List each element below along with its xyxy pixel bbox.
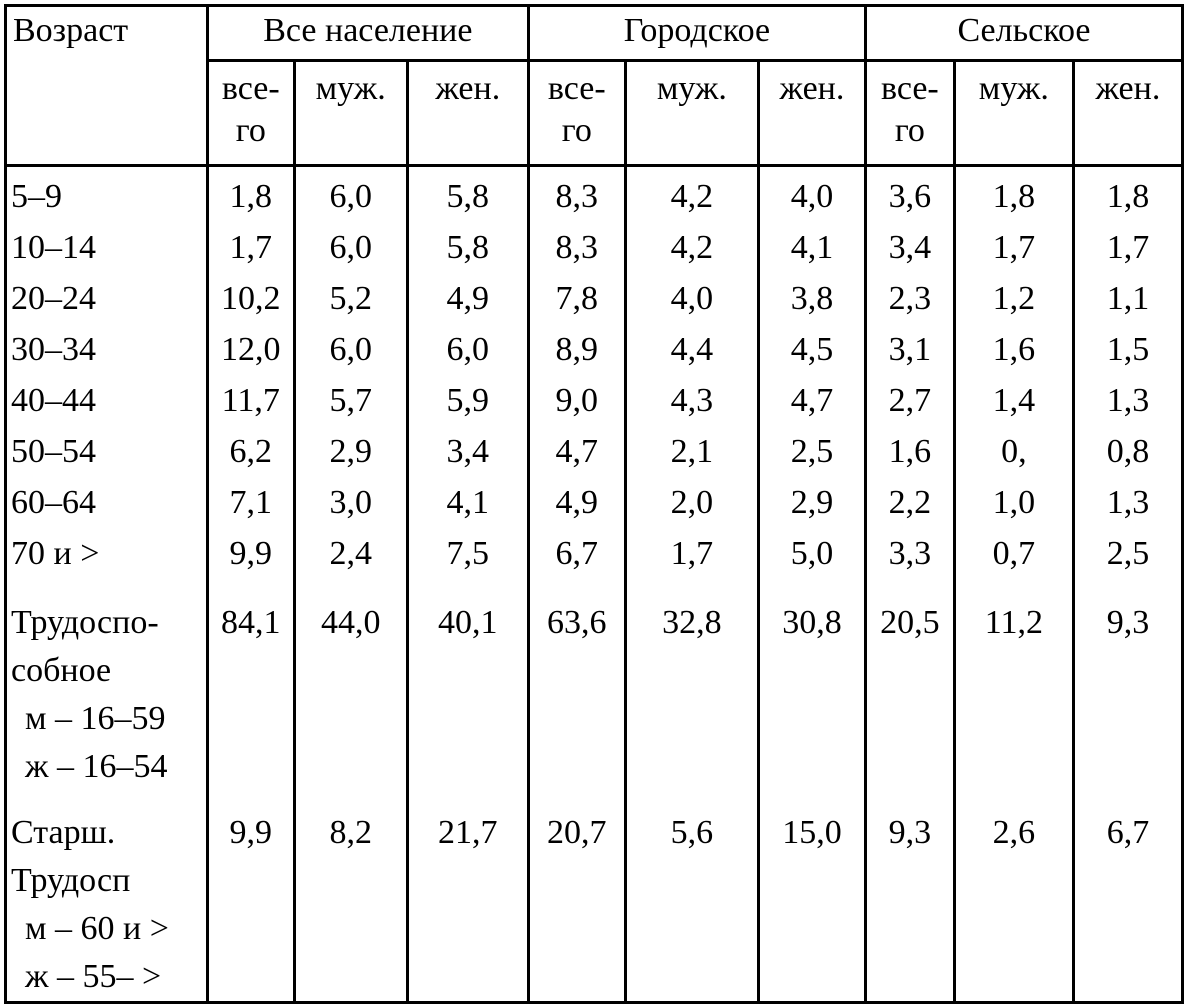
- table-row: [6, 791, 1183, 1003]
- value-cell: 3,6: [865, 166, 954, 225]
- age-column-header: Возраст: [6, 6, 208, 166]
- age-label: Старш.: [11, 814, 116, 851]
- age-label: 10–14: [11, 229, 96, 266]
- age-cell: [6, 791, 208, 1003]
- value-cell: 2,0: [625, 479, 758, 530]
- subheader-text: го: [235, 112, 266, 149]
- value-cell: 6,0: [294, 326, 407, 377]
- subheader-all-female: [407, 61, 528, 166]
- age-label: Трудосп: [11, 862, 131, 899]
- value-cell: 1,0: [954, 479, 1073, 530]
- subheader-text: все-: [221, 70, 280, 107]
- value-cell: 1,3: [1073, 479, 1182, 530]
- table-row: [6, 224, 1183, 275]
- table-row: [6, 479, 1183, 530]
- value-cell: 2,2: [865, 479, 954, 530]
- value-cell: 12,0: [207, 326, 294, 377]
- value-cell: 4,9: [528, 479, 625, 530]
- value-cell: 2,1: [625, 428, 758, 479]
- value-cell: 4,0: [758, 166, 865, 225]
- value-cell: 3,4: [865, 224, 954, 275]
- value-cell: 9,0: [528, 377, 625, 428]
- table-row: [6, 166, 1183, 225]
- value-cell: 32,8: [625, 581, 758, 791]
- age-label: 60–64: [11, 484, 96, 521]
- value-cell: 21,7: [407, 791, 528, 1003]
- value-cell: 6,0: [294, 166, 407, 225]
- value-cell: 4,7: [758, 377, 865, 428]
- value-cell: 1,3: [1073, 377, 1182, 428]
- value-cell: 4,4: [625, 326, 758, 377]
- value-cell: 1,6: [954, 326, 1073, 377]
- value-cell: 40,1: [407, 581, 528, 791]
- table-row: [6, 530, 1183, 581]
- value-cell: 0,8: [1073, 428, 1182, 479]
- value-cell: 1,4: [954, 377, 1073, 428]
- age-label: ж – 16–54: [25, 748, 168, 785]
- age-cell: [6, 377, 208, 428]
- subheader-text: жен.: [1095, 70, 1161, 107]
- subheader-text: все-: [880, 70, 939, 107]
- value-cell: 2,6: [954, 791, 1073, 1003]
- group-header-all-population: Все население: [207, 6, 528, 61]
- value-cell: 5,6: [625, 791, 758, 1003]
- value-cell: 7,5: [407, 530, 528, 581]
- value-cell: 4,9: [407, 275, 528, 326]
- subheader-all-male: [294, 61, 407, 166]
- value-cell: 0,7: [954, 530, 1073, 581]
- subheader-all-total: [207, 61, 294, 166]
- value-cell: 3,8: [758, 275, 865, 326]
- age-cell: [6, 479, 208, 530]
- population-age-table: [4, 4, 1184, 1004]
- age-label: ж – 55– >: [25, 958, 162, 995]
- group-header-urban: Городское: [528, 6, 865, 61]
- value-cell: 4,5: [758, 326, 865, 377]
- table-row: [6, 326, 1183, 377]
- value-cell: 2,5: [1073, 530, 1182, 581]
- value-cell: 3,1: [865, 326, 954, 377]
- value-cell: 4,2: [625, 166, 758, 225]
- value-cell: 4,7: [528, 428, 625, 479]
- value-cell: 1,1: [1073, 275, 1182, 326]
- age-label: 20–24: [11, 280, 96, 317]
- value-cell: 20,5: [865, 581, 954, 791]
- subheader-urban-male: [625, 61, 758, 166]
- age-cell: [6, 326, 208, 377]
- subheader-urban-female: [758, 61, 865, 166]
- value-cell: 0,: [954, 428, 1073, 479]
- scanned-table-page: [4, 4, 1184, 995]
- value-cell: 1,5: [1073, 326, 1182, 377]
- age-cell: [6, 275, 208, 326]
- subheader-text: жен.: [435, 70, 501, 107]
- age-label: м – 16–59: [25, 700, 166, 737]
- value-cell: 4,1: [758, 224, 865, 275]
- value-cell: 7,1: [207, 479, 294, 530]
- value-cell: 6,0: [407, 326, 528, 377]
- age-cell: [6, 428, 208, 479]
- group-header-rural: Сельское: [865, 6, 1182, 61]
- subheader-rural-total: [865, 61, 954, 166]
- value-cell: 15,0: [758, 791, 865, 1003]
- value-cell: 1,8: [954, 166, 1073, 225]
- value-cell: 84,1: [207, 581, 294, 791]
- value-cell: 1,6: [865, 428, 954, 479]
- value-cell: 11,7: [207, 377, 294, 428]
- value-cell: 7,8: [528, 275, 625, 326]
- value-cell: 3,0: [294, 479, 407, 530]
- age-label: 5–9: [11, 178, 62, 215]
- value-cell: 5,2: [294, 275, 407, 326]
- value-cell: 2,9: [294, 428, 407, 479]
- value-cell: 1,7: [625, 530, 758, 581]
- age-cell: [6, 530, 208, 581]
- table-row: [6, 275, 1183, 326]
- value-cell: 8,9: [528, 326, 625, 377]
- subheader-rural-female: [1073, 61, 1182, 166]
- value-cell: 5,7: [294, 377, 407, 428]
- value-cell: 2,3: [865, 275, 954, 326]
- subheader-urban-total: [528, 61, 625, 166]
- value-cell: 10,2: [207, 275, 294, 326]
- value-cell: 5,9: [407, 377, 528, 428]
- subheader-text: го: [894, 112, 925, 149]
- age-label: 40–44: [11, 382, 96, 419]
- value-cell: 2,7: [865, 377, 954, 428]
- value-cell: 2,5: [758, 428, 865, 479]
- value-cell: 9,9: [207, 791, 294, 1003]
- value-cell: 44,0: [294, 581, 407, 791]
- subheader-text: все-: [547, 70, 606, 107]
- value-cell: 2,9: [758, 479, 865, 530]
- value-cell: 6,7: [528, 530, 625, 581]
- subheader-text: муж.: [315, 70, 386, 107]
- value-cell: 11,2: [954, 581, 1073, 791]
- value-cell: 9,3: [1073, 581, 1182, 791]
- value-cell: 3,4: [407, 428, 528, 479]
- value-cell: 6,2: [207, 428, 294, 479]
- subheader-text: жен.: [779, 70, 845, 107]
- age-label: 70 и >: [11, 535, 100, 572]
- value-cell: 63,6: [528, 581, 625, 791]
- value-cell: 1,8: [207, 166, 294, 225]
- value-cell: 4,0: [625, 275, 758, 326]
- age-label: собное: [11, 652, 112, 689]
- value-cell: 1,2: [954, 275, 1073, 326]
- value-cell: 4,2: [625, 224, 758, 275]
- value-cell: 30,8: [758, 581, 865, 791]
- value-cell: 1,7: [1073, 224, 1182, 275]
- age-cell: [6, 224, 208, 275]
- value-cell: 3,3: [865, 530, 954, 581]
- value-cell: 1,8: [1073, 166, 1182, 225]
- value-cell: 8,3: [528, 224, 625, 275]
- value-cell: 5,0: [758, 530, 865, 581]
- age-label: 50–54: [11, 433, 96, 470]
- value-cell: 9,3: [865, 791, 954, 1003]
- subheader-text: го: [561, 112, 592, 149]
- age-cell: [6, 581, 208, 791]
- value-cell: 6,7: [1073, 791, 1182, 1003]
- value-cell: 8,3: [528, 166, 625, 225]
- subheader-text: муж.: [656, 70, 727, 107]
- value-cell: 2,4: [294, 530, 407, 581]
- value-cell: 4,3: [625, 377, 758, 428]
- value-cell: 8,2: [294, 791, 407, 1003]
- subheader-text: муж.: [978, 70, 1049, 107]
- age-label: м – 60 и >: [25, 910, 169, 947]
- value-cell: 1,7: [954, 224, 1073, 275]
- value-cell: 5,8: [407, 224, 528, 275]
- value-cell: 1,7: [207, 224, 294, 275]
- table-row: [6, 428, 1183, 479]
- value-cell: 9,9: [207, 530, 294, 581]
- value-cell: 4,1: [407, 479, 528, 530]
- age-label: Трудоспо-: [11, 604, 159, 641]
- value-cell: 6,0: [294, 224, 407, 275]
- value-cell: 20,7: [528, 791, 625, 1003]
- age-cell: [6, 166, 208, 225]
- subheader-rural-male: [954, 61, 1073, 166]
- value-cell: 5,8: [407, 166, 528, 225]
- table-row: [6, 581, 1183, 791]
- table-row: [6, 377, 1183, 428]
- age-label: 30–34: [11, 331, 96, 368]
